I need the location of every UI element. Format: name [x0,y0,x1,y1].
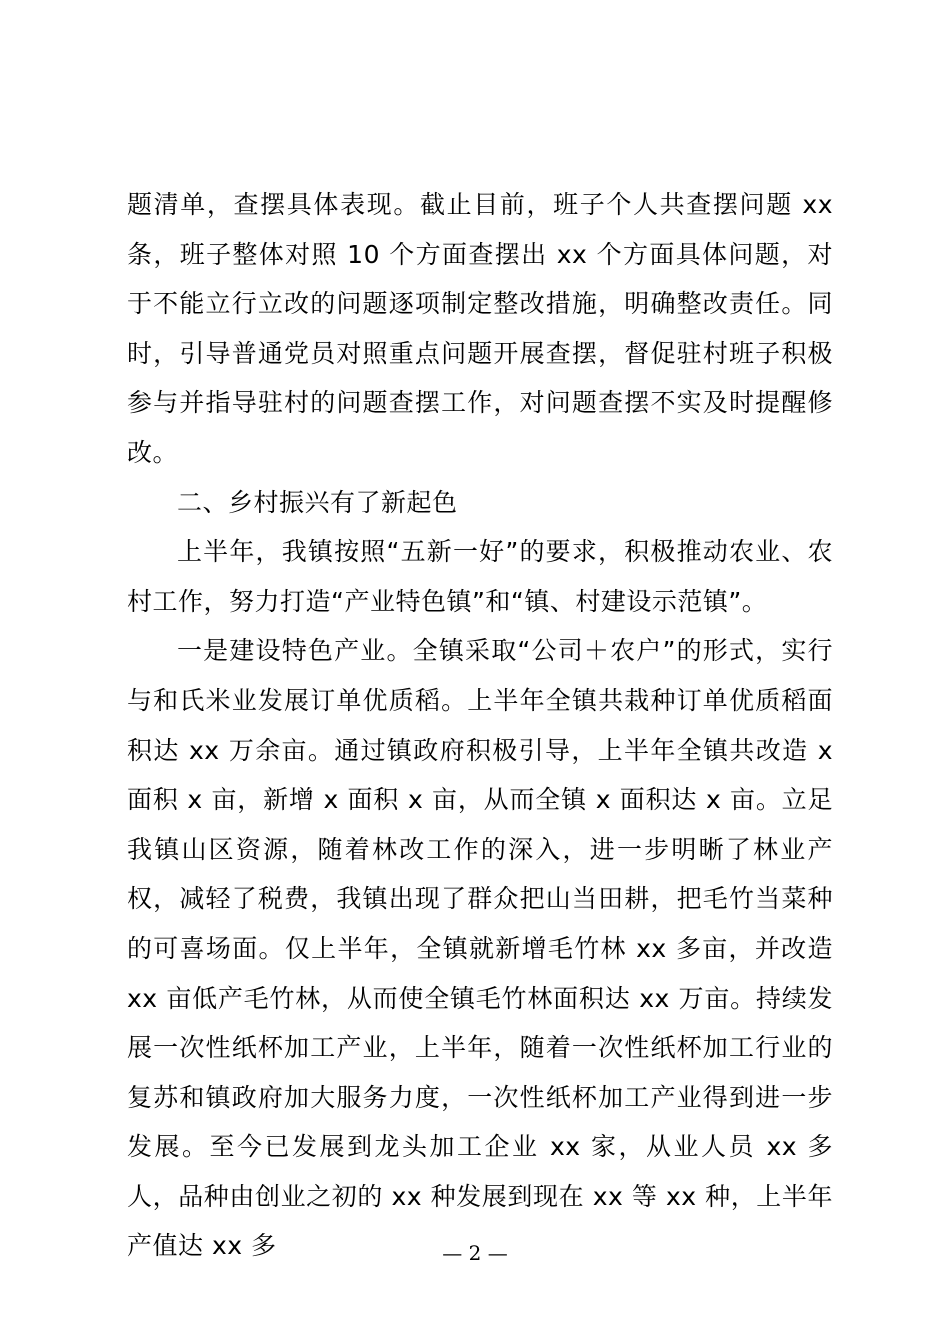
paragraph-specialty-industry: 一是建设特色产业。全镇采取“公司＋农户”的形式，实行与和氏米业发展订单优质稻。上半年全镇共栽种订单优质稻面积达 xx 万余亩。通过镇政府积极引导，上半年全镇共改造 x 面积 x 亩，新增 x 面积 x 亩，从而全镇 x 面积达 x 亩。立足我镇山区资源，随着林改工作的深入，进一步明晰了林业产权，减轻了税费，我镇出现了群众把山当田耕，把毛竹当菜种的可喜场面。仅上半年，全镇就新增毛竹林 xx 多亩，并改造 xx 亩低产毛竹林，从而使全镇毛竹林面积达 xx 万亩。持续发展一次性纸杯加工产业，上半年，随着一次性纸杯加工行业的复苏和镇政府加大服务力度，一次性纸杯加工产业得到进一步发展。至今已发展到龙头加工企业 xx 家，从业人员 xx 多人，品种由创业之初的 xx 种发展到现在 xx 等 xx 种，上半年产值达 xx 多 [127,636,833,1261]
document-body [127,180,833,1271]
paragraph-first-half-overview: 上半年，我镇按照“五新一好”的要求，积极推动农业、农村工作，努力打造“产业特色镇”和“镇、村建设示范镇”。 [127,537,833,616]
paragraph-problem-review: 题清单，查摆具体表现。截止目前，班子个人共查摆问题 xx 条，班子整体对照 10 个方面查摆出 xx 个方面具体问题，对于不能立行立改的问题逐项制定整改措施，明确整改责任。同时，引导普通党员对照重点问题开展查摆，督促驻村班子积极参与并指导驻村的问题查摆工作，对问题查摆不实及时提醒修改。 [127,190,833,467]
page-number: — 2 — [442,1241,508,1265]
section-heading-rural-revitalization: 二、乡村振兴有了新起色 [177,487,458,517]
